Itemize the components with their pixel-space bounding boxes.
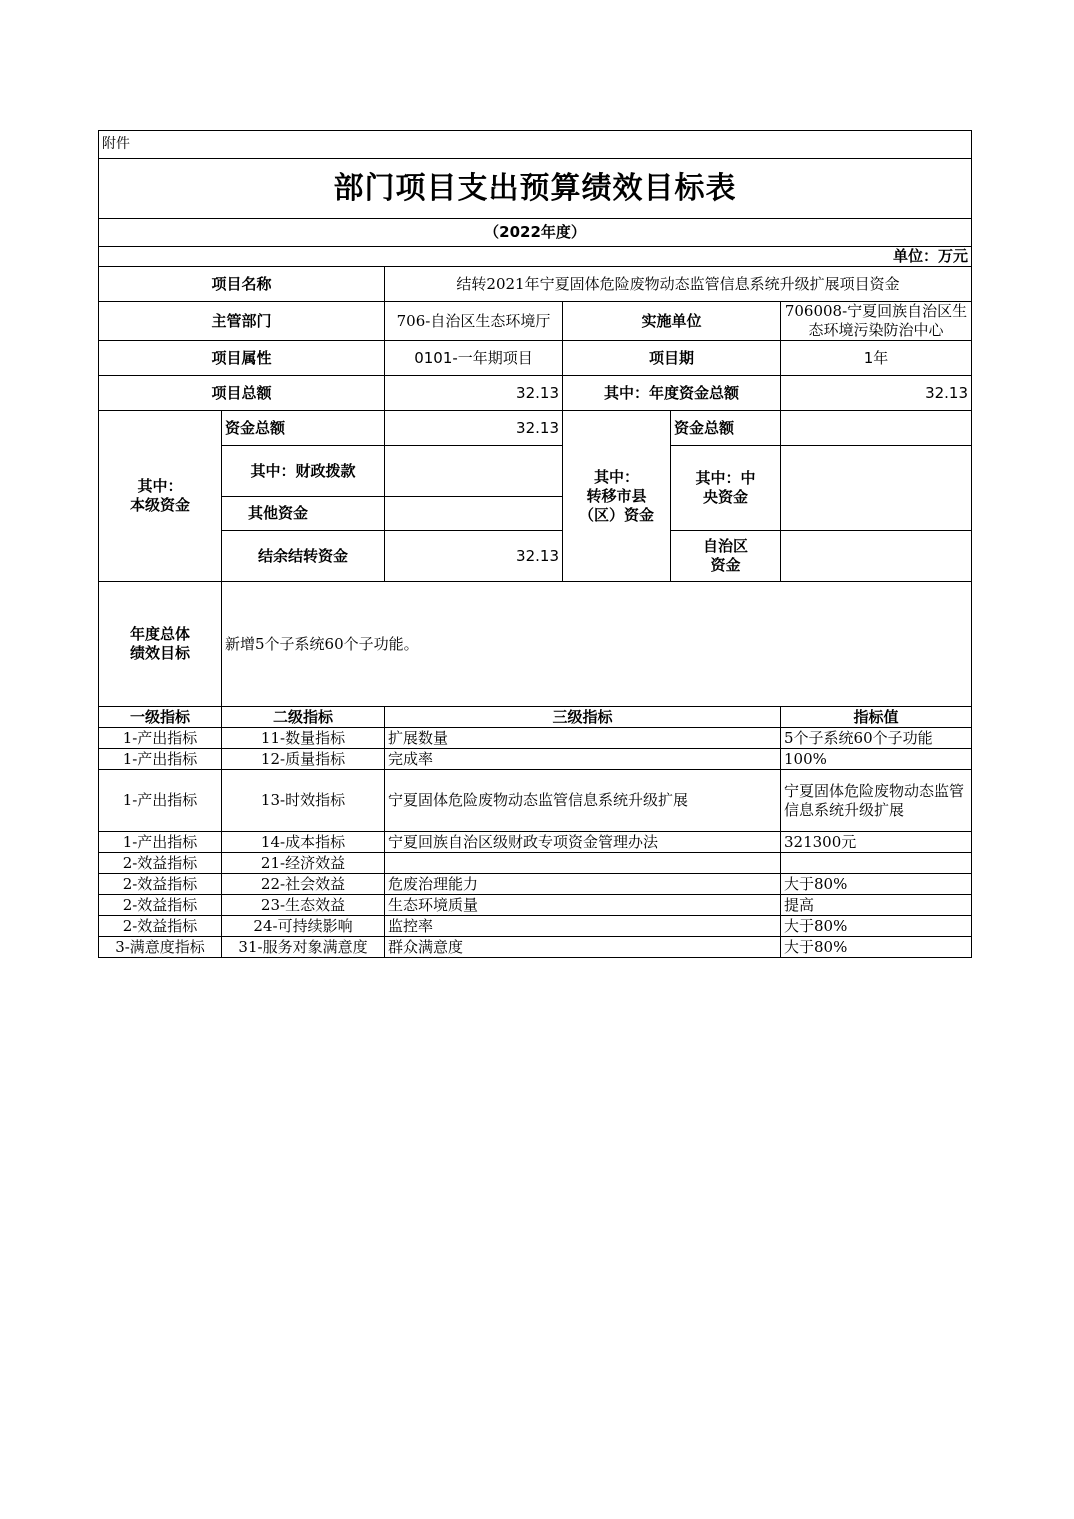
project-total-label: 项目总额 [99, 376, 385, 411]
value-cell [781, 853, 972, 874]
region-funds-value [781, 531, 972, 582]
indicator-header-row [99, 707, 972, 728]
level1-cell: 2-效益指标 [99, 916, 222, 937]
level1-cell: 1-产出指标 [99, 832, 222, 853]
region-funds-label: 自治区 资金 [671, 531, 781, 582]
value-cell: 大于80% [781, 937, 972, 958]
value-cell: 321300元 [781, 832, 972, 853]
other-funds-value [385, 497, 563, 531]
dept-label: 主管部门 [99, 302, 385, 341]
page-title: 部门项目支出预算绩效目标表 [99, 159, 972, 219]
annual-total-label: 其中：年度资金总额 [563, 376, 781, 411]
project-attr-value: 0101-一年期项目 [385, 341, 563, 376]
table-row [99, 937, 972, 958]
level3-cell: 生态环境质量 [385, 895, 781, 916]
level2-cell: 22-社会效益 [222, 874, 385, 895]
project-period-value: 1年 [781, 341, 972, 376]
table-row [99, 853, 972, 874]
annual-goal-value: 新增5个子系统60个子功能。 [222, 582, 972, 707]
level2-cell: 31-服务对象满意度 [222, 937, 385, 958]
table-row [99, 916, 972, 937]
level3-cell: 监控率 [385, 916, 781, 937]
performance-target-sheet [98, 130, 971, 958]
fiscal-grant-value [385, 446, 563, 497]
level2-cell: 21-经济效益 [222, 853, 385, 874]
header-value: 指标值 [781, 707, 972, 728]
level1-cell: 2-效益指标 [99, 853, 222, 874]
level1-cell: 1-产出指标 [99, 728, 222, 749]
fiscal-grant-label: 其中：财政拨款 [222, 446, 385, 497]
value-cell: 100% [781, 749, 972, 770]
level2-cell: 14-成本指标 [222, 832, 385, 853]
table-row [99, 832, 972, 853]
attachment-label: 附件 [99, 131, 972, 159]
value-cell: 5个子系统60个子功能 [781, 728, 972, 749]
annual-total-value: 32.13 [781, 376, 972, 411]
table-row [99, 749, 972, 770]
level1-cell: 3-满意度指标 [99, 937, 222, 958]
level1-cell: 2-效益指标 [99, 874, 222, 895]
table-row [99, 895, 972, 916]
carryover-funds-value: 32.13 [385, 531, 563, 582]
level3-cell: 完成率 [385, 749, 781, 770]
level3-cell: 宁夏固体危险废物动态监管信息系统升级扩展 [385, 770, 781, 832]
table-row [99, 770, 972, 832]
level3-cell: 危废治理能力 [385, 874, 781, 895]
header-level1: 一级指标 [99, 707, 222, 728]
level1-cell: 1-产出指标 [99, 749, 222, 770]
level2-cell: 24-可持续影响 [222, 916, 385, 937]
local-total-label: 资金总额 [222, 411, 385, 446]
level2-cell: 13-时效指标 [222, 770, 385, 832]
annual-goal-label: 年度总体 绩效目标 [99, 582, 222, 707]
table-row [99, 728, 972, 749]
level1-cell: 2-效益指标 [99, 895, 222, 916]
transfer-total-label: 资金总额 [671, 411, 781, 446]
project-attr-label: 项目属性 [99, 341, 385, 376]
budget-table [98, 130, 972, 958]
level3-cell: 扩展数量 [385, 728, 781, 749]
level3-cell: 群众满意度 [385, 937, 781, 958]
unit-label: 单位：万元 [99, 247, 972, 267]
level2-cell: 23-生态效益 [222, 895, 385, 916]
local-total-value: 32.13 [385, 411, 563, 446]
value-cell: 大于80% [781, 874, 972, 895]
level2-cell: 11-数量指标 [222, 728, 385, 749]
transfer-funds-label: 其中： 转移市县 （区）资金 [563, 411, 671, 582]
level2-cell: 12-质量指标 [222, 749, 385, 770]
transfer-total-value [781, 411, 972, 446]
project-period-label: 项目期 [563, 341, 781, 376]
central-funds-label: 其中：中 央资金 [671, 446, 781, 531]
carryover-funds-label: 结余结转资金 [222, 531, 385, 582]
header-level3: 三级指标 [385, 707, 781, 728]
central-funds-value [781, 446, 972, 531]
impl-unit-label: 实施单位 [563, 302, 781, 341]
level3-cell: 宁夏回族自治区级财政专项资金管理办法 [385, 832, 781, 853]
other-funds-label: 其他资金 [222, 497, 385, 531]
dept-value: 706-自治区生态环境厅 [385, 302, 563, 341]
project-name-label: 项目名称 [99, 267, 385, 302]
value-cell: 宁夏固体危险废物动态监管信息系统升级扩展 [781, 770, 972, 832]
header-level2: 二级指标 [222, 707, 385, 728]
table-row [99, 874, 972, 895]
level1-cell: 1-产出指标 [99, 770, 222, 832]
value-cell: 提高 [781, 895, 972, 916]
impl-unit-value: 706008-宁夏回族自治区生态环境污染防治中心 [781, 302, 972, 341]
project-total-value: 32.13 [385, 376, 563, 411]
local-funds-label: 其中： 本级资金 [99, 411, 222, 582]
value-cell: 大于80% [781, 916, 972, 937]
project-name-value: 结转2021年宁夏固体危险废物动态监管信息系统升级扩展项目资金 [385, 267, 972, 302]
fiscal-year: （2022年度） [99, 219, 972, 247]
level3-cell [385, 853, 781, 874]
